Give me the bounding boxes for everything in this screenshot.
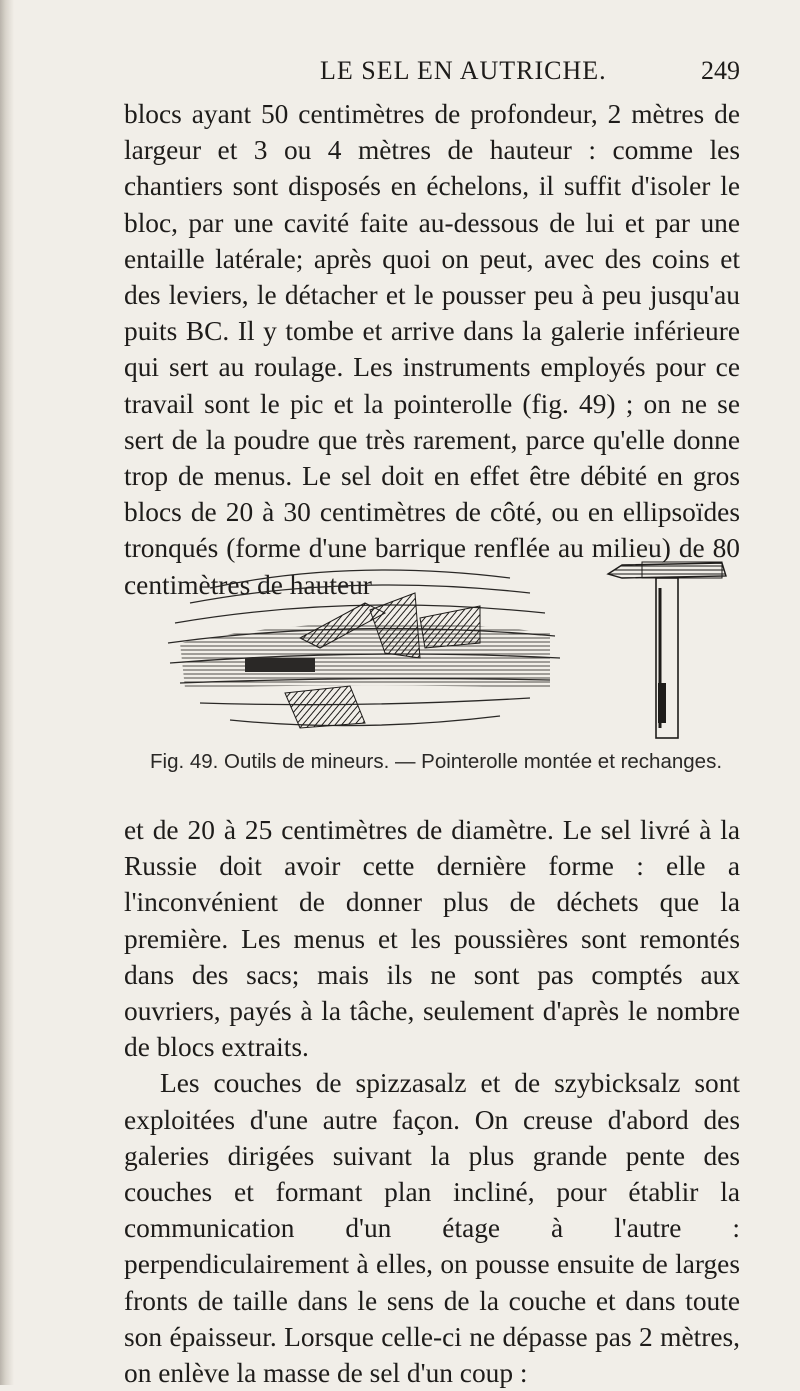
tool-bundle-shading	[180, 623, 550, 688]
figure-49	[150, 548, 730, 780]
tool-head-3	[420, 606, 480, 648]
page-number: 249	[701, 56, 740, 85]
text-block-bottom	[124, 812, 740, 1391]
tool-bundle-illustration	[150, 548, 570, 748]
paragraph-continuation: et de 20 à 25 centimètres de diamètre. Le sel livré à la Russie doit avoir cette dernière forme : elle a l'inconvénient de donner plus de déchets que la première. Les menus et les poussières sont remontés dans des sacs; mais ils ne sont pas comptés aux ouvriers, payés à la tâche, seulement d'après le nombre de blocs extraits.	[124, 815, 740, 1063]
tool-eye	[245, 658, 315, 672]
paragraph: Les couches de spizzasalz et de szybicksalz sont exploitées d'une autre façon. On creuse d'abord des galeries dirigées suivant la plus grande pente des couches et formant plan incliné, pour établir la communication d'un étage à l'autre : perpendiculairement à elles, on pousse ensuite de larges fronts de taille dans le sens de la couche et dans toute son épaisseur. Lorsque celle-ci ne dépasse pas 2 mètres, on enlève la masse de sel d'un coup :	[124, 1068, 740, 1389]
paragraph-continued: blocs ayant 50 centimètres de profondeur, 2 mètres de largeur et 3 ou 4 mètres de hauteur : comme les chantiers sont disposés en échelons, il suffit d'isoler le bloc, par une cavité faite au-dessous de lui et par une entaille latérale; après quoi on peut, avec des coins et des leviers, le détacher et le pousser peu à peu jusqu'au puits BC. Il y tombe et arrive dans la galerie inférieure qui sert au roulage. Les instruments employés pour ce travail sont le pic et la pointerolle (fig. 49) ; on ne se sert de la poudre que très rarement, parce qu'elle donne trop de menus. Le sel doit en effet être débité en gros blocs de 20 à 30 centimètres de côté, ou en ellipsoïdes tronqués (forme d'une barrique renflée au milieu) de 80 centimètres de hauteur	[124, 99, 740, 600]
page-binding-shadow	[0, 0, 14, 1385]
running-head	[130, 56, 740, 90]
tool-head-4	[285, 686, 365, 728]
pointerolle-illustration	[602, 548, 732, 748]
text-block-top	[124, 96, 740, 603]
pointerolle-head	[608, 563, 726, 578]
running-title: LE SEL EN AUTRICHE.	[320, 56, 607, 85]
figure-caption: Fig. 49. Outils de mineurs. — Pointerolle montée et rechanges.	[150, 750, 723, 773]
